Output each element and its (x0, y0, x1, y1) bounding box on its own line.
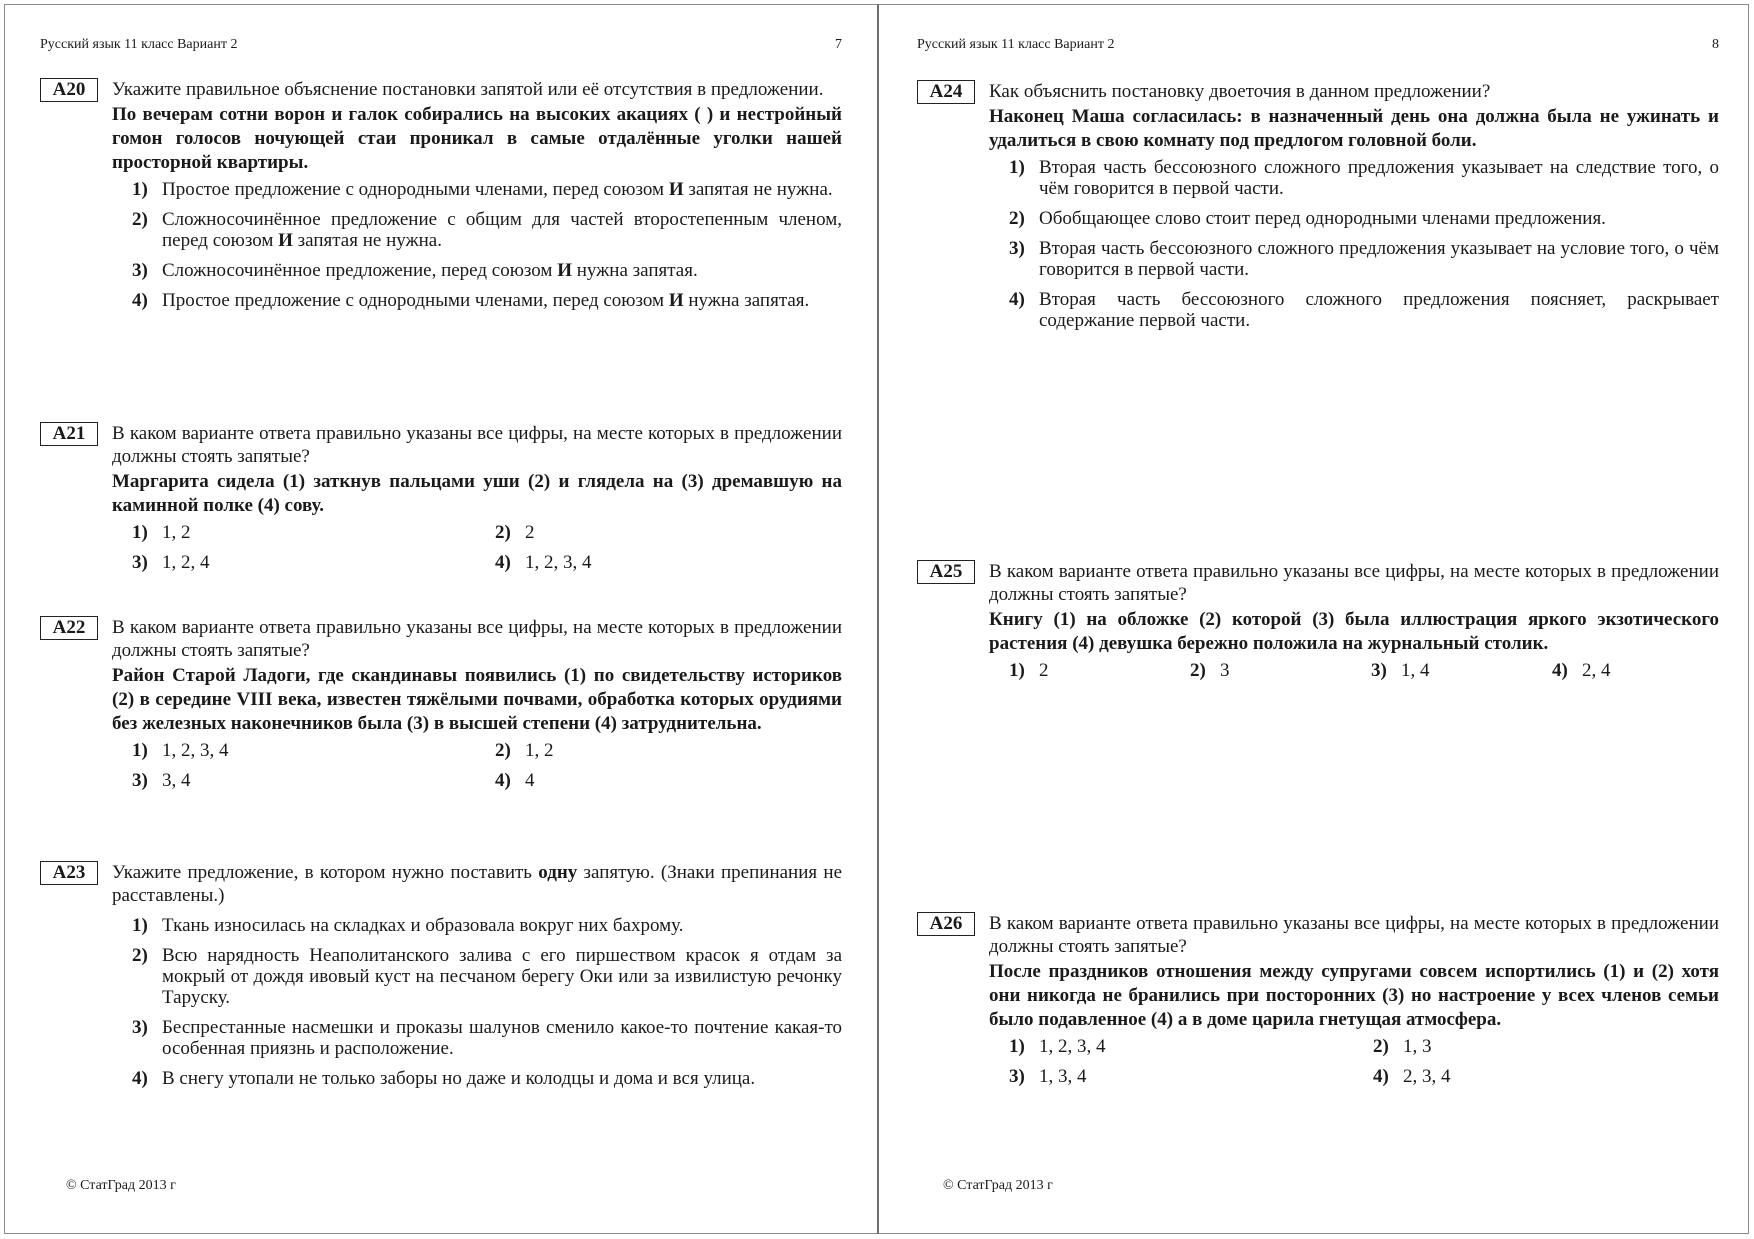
task-question: В каком варианте ответа правильно указаны все цифры, на месте которых в предложении должны стоять запятые? (989, 561, 1719, 605)
answer-option[interactable] (1373, 1066, 1673, 1088)
answer-options (132, 179, 842, 311)
option-text-part: Сложносочинённое предложение, перед союзом (162, 260, 558, 281)
option-text-part: Сложносочинённое предложение с общим для частей второстепенным членом, перед союзом (162, 209, 842, 251)
option-number: 1) (132, 522, 148, 543)
answer-option[interactable] (132, 209, 842, 251)
answer-option[interactable] (1190, 660, 1371, 682)
option-number: 1) (132, 740, 148, 761)
option-text: Вторая часть бессоюзного сложного предложения указывает на условие того, о чём говорится в первой части. (1039, 238, 1719, 280)
option-text: Ткань износилась на складках и образовала вокруг них бахрому. (162, 915, 684, 936)
task-a22 (40, 616, 842, 792)
option-text-part: Простое предложение с однородными членами, перед союзом (162, 179, 669, 200)
task-id-badge: A23 (40, 861, 98, 885)
task-sentence: Район Старой Ладоги, где скандинавы появились (1) по свидетельству историков (2) в середине VIII века, известен тяжёлыми почвами, обработка которых орудиями без железных наконечников была (3) в высшей степени (4) затруднительна. (112, 665, 842, 734)
answer-option[interactable] (1371, 660, 1552, 682)
answer-option[interactable] (1009, 238, 1719, 280)
question-text-part: запятую. (Знаки препинания не расставлены.) (112, 862, 843, 906)
answer-options (1009, 1036, 1719, 1088)
option-number: 1) (1009, 157, 1025, 178)
task-id-badge: A26 (917, 912, 975, 936)
answer-options (1009, 660, 1719, 682)
option-text-part: нужна запятая. (683, 290, 810, 311)
option-number: 2) (495, 740, 511, 761)
task-id-badge: A25 (917, 560, 975, 584)
option-text: 2 (525, 522, 535, 543)
option-number: 3) (132, 552, 148, 573)
option-number: 3) (1371, 660, 1387, 681)
task-question: В каком варианте ответа правильно указаны все цифры, на месте которых в предложении должны стоять запятые? (112, 423, 842, 467)
answer-option[interactable] (495, 770, 795, 792)
option-text: Беспрестанные насмешки и проказы шалунов сменило какое-то почтение какая-то особенная приязнь и расположение. (162, 1017, 842, 1059)
task-id-badge: A21 (40, 422, 98, 446)
option-text: 4 (525, 770, 535, 791)
task-a21 (40, 422, 842, 574)
option-text: Всю нарядность Неаполитанского залива с его пиршеством красок я отдам за мокрый от дождя ивовый куст на песчаном берегу Оки или за извилистую речонку Таруску. (162, 945, 842, 1008)
answer-option[interactable] (495, 552, 795, 574)
option-text: 1, 2, 3, 4 (525, 552, 592, 573)
option-text: Вторая часть бессоюзного сложного предложения поясняет, раскрывает содержание первой части. (1039, 289, 1719, 331)
option-number: 3) (132, 1017, 148, 1038)
option-text: Вторая часть бессоюзного сложного предложения указывает на следствие того, о чём говорится в первой части. (1039, 157, 1719, 199)
page-number: 7 (835, 37, 842, 52)
task-sentence: После праздников отношения между супругами совсем испортились (1) и (2) хотя они никогда не бранились при посторонних (3) но настроение у всех членов семьи было подавленное (4) а в доме царила гнетущая атмосфера. (989, 961, 1719, 1030)
option-number: 2) (1009, 208, 1025, 229)
header-title: Русский язык 11 класс Вариант 2 (40, 37, 238, 52)
option-number: 1) (132, 915, 148, 936)
task-question: Укажите правильное объяснение постановки запятой или её отсутствия в предложении. (112, 79, 824, 100)
task-a24 (917, 80, 1719, 340)
answer-options (132, 915, 842, 1089)
option-number: 4) (495, 552, 511, 573)
answer-options (132, 522, 842, 574)
answer-option[interactable] (132, 770, 495, 792)
answer-option[interactable] (132, 522, 495, 544)
option-number: 2) (1373, 1036, 1389, 1057)
task-a26 (917, 912, 1719, 1088)
option-number: 3) (1009, 238, 1025, 259)
answer-option[interactable] (132, 179, 842, 200)
task-sentence: Книгу (1) на обложке (2) которой (3) была иллюстрация яркого экзотического растения (4) девушка бережно положила на журнальный столик. (989, 609, 1719, 654)
option-number: 4) (132, 290, 148, 311)
option-text-bold: И (668, 179, 684, 200)
page-number: 8 (1712, 37, 1719, 52)
answer-option[interactable] (1009, 1036, 1373, 1058)
option-text-part: Простое предложение с однородными членами, перед союзом (162, 290, 669, 311)
answer-option[interactable] (1009, 208, 1719, 229)
page-spine-divider (877, 4, 879, 1234)
option-text: 3 (1220, 660, 1230, 681)
option-text: 1, 4 (1401, 660, 1430, 681)
answer-option[interactable] (132, 1068, 842, 1089)
option-number: 4) (495, 770, 511, 791)
task-id-badge: A24 (917, 80, 975, 104)
task-id-badge: A22 (40, 616, 98, 640)
question-text-part: Укажите предложение, в котором нужно поставить (112, 862, 539, 883)
option-number: 1) (132, 179, 148, 200)
option-text: 2, 3, 4 (1403, 1066, 1451, 1087)
option-text: 1, 2 (525, 740, 554, 761)
option-text: 1, 2 (162, 522, 191, 543)
option-number: 3) (132, 260, 148, 281)
task-id-badge: A20 (40, 78, 98, 102)
answer-option[interactable] (132, 945, 842, 1008)
task-question: В каком варианте ответа правильно указаны все цифры, на месте которых в предложении должны стоять запятые? (112, 617, 842, 661)
answer-option[interactable] (132, 740, 495, 762)
answer-option[interactable] (1009, 157, 1719, 199)
option-number: 2) (132, 209, 148, 230)
option-text: В снегу утопали не только заборы но даже и колодцы и дома и вся улица. (162, 1068, 756, 1089)
option-number: 1) (1009, 1036, 1025, 1057)
option-text-part: запятая не нужна. (683, 179, 833, 200)
answer-option[interactable] (1373, 1036, 1673, 1058)
option-text-bold: И (278, 230, 293, 251)
option-number: 3) (1009, 1066, 1025, 1087)
answer-option[interactable] (132, 1017, 842, 1059)
option-text: 1, 2, 3, 4 (1039, 1036, 1106, 1057)
task-question (112, 861, 842, 907)
page-footer: © СтатГрад 2013 г (66, 1178, 176, 1193)
option-text: 1, 2, 3, 4 (162, 740, 229, 761)
option-text: 2, 4 (1582, 660, 1611, 681)
option-number: 2) (1190, 660, 1206, 681)
answer-option[interactable] (1009, 289, 1719, 331)
page-left (40, 0, 842, 1239)
answer-option[interactable] (1552, 660, 1702, 682)
answer-options (132, 740, 842, 792)
task-sentence: По вечерам сотни ворон и галок собирались на высоких акациях ( ) и нестройный гомон голосов ночующей стаи проникал в самые отдалённые уголки нашей просторной квартиры. (112, 104, 842, 173)
question-text-bold: одну (538, 862, 578, 883)
answer-option[interactable] (495, 522, 795, 544)
option-text: 3, 4 (162, 770, 191, 791)
option-number: 1) (1009, 660, 1025, 681)
option-text-part: нужна запятая. (572, 260, 698, 281)
option-text: 2 (1039, 660, 1049, 681)
answer-option[interactable] (132, 260, 842, 281)
option-number: 4) (1009, 289, 1025, 310)
task-sentence: Наконец Маша согласилась: в назначенный день она должна была не ужинать и удалиться в свою комнату под предлогом головной боли. (989, 106, 1719, 151)
answer-option[interactable] (132, 552, 495, 574)
option-text: 1, 2, 4 (162, 552, 210, 573)
task-question: Как объяснить постановку двоеточия в данном предложении? (989, 81, 1491, 102)
option-number: 4) (132, 1068, 148, 1089)
answer-options (1009, 157, 1719, 331)
option-text-bold: И (668, 290, 684, 311)
page-right (917, 0, 1719, 1239)
task-a23 (40, 861, 842, 1098)
option-number: 4) (1373, 1066, 1389, 1087)
answer-option[interactable] (1009, 660, 1190, 682)
answer-option[interactable] (132, 290, 842, 311)
option-text: Обобщающее слово стоит перед однородными членами предложения. (1039, 208, 1606, 229)
answer-option[interactable] (132, 915, 842, 936)
option-number: 2) (495, 522, 511, 543)
answer-option[interactable] (495, 740, 795, 762)
option-number: 4) (1552, 660, 1568, 681)
task-question: В каком варианте ответа правильно указаны все цифры, на месте которых в предложении должны стоять запятые? (989, 913, 1719, 957)
answer-option[interactable] (1009, 1066, 1373, 1088)
option-text-bold: И (557, 260, 572, 281)
page-footer: © СтатГрад 2013 г (943, 1178, 1053, 1193)
header-title: Русский язык 11 класс Вариант 2 (917, 37, 1115, 52)
task-sentence: Маргарита сидела (1) заткнув пальцами уши (2) и глядела на (3) дремавшую на каминной полке (4) сову. (112, 471, 842, 516)
option-number: 2) (132, 945, 148, 966)
task-a25 (917, 560, 1719, 682)
option-text-part: запятая не нужна. (292, 230, 442, 251)
option-text: 1, 3 (1403, 1036, 1432, 1057)
task-a20 (40, 78, 842, 320)
option-text: 1, 3, 4 (1039, 1066, 1087, 1087)
option-number: 3) (132, 770, 148, 791)
